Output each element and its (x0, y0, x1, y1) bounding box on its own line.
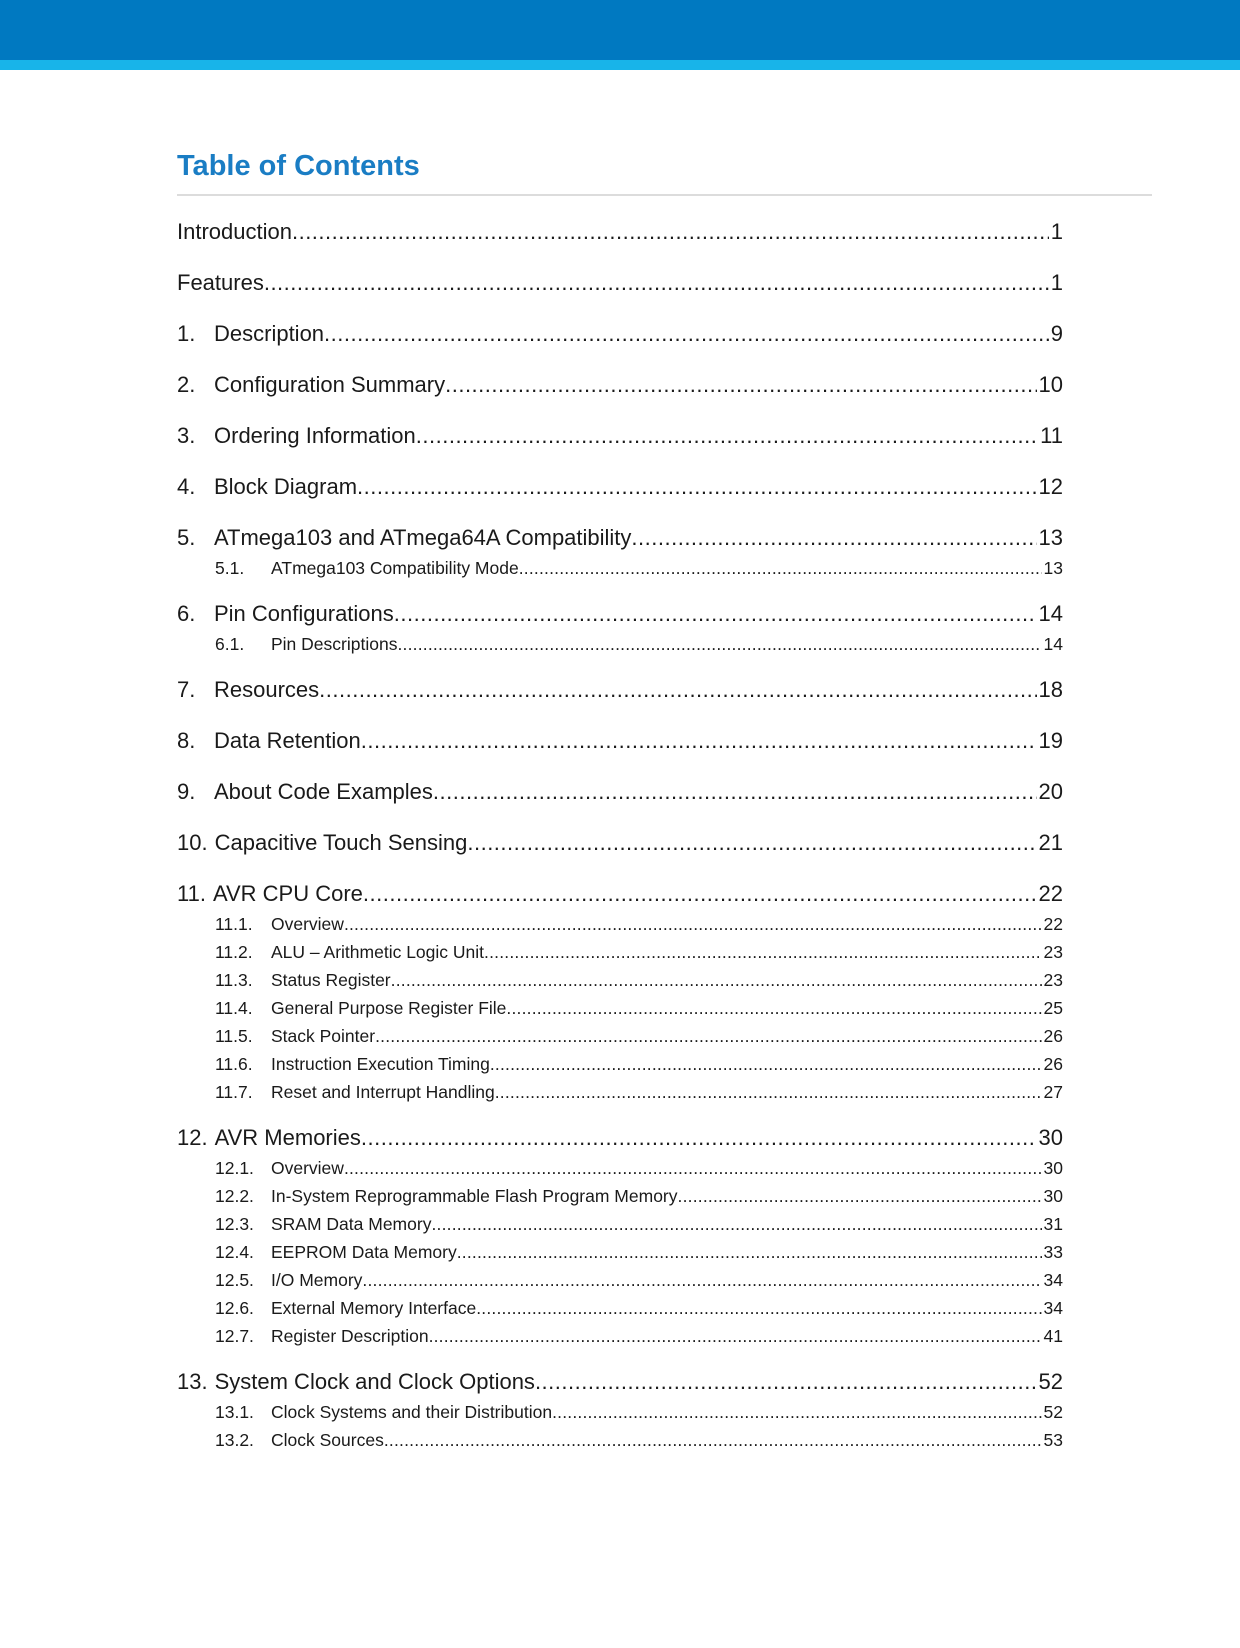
toc-subentry-title: Overview (271, 914, 344, 934)
toc-subentry[interactable] (177, 910, 1063, 938)
toc-subentry-number: 11.6. (215, 1054, 253, 1074)
toc-dot-leader (391, 966, 1042, 994)
toc-entry-number: 6. (177, 601, 196, 626)
toc-entry-title: AVR Memories (214, 1125, 361, 1150)
toc-subentry-number: 12.4. (215, 1242, 254, 1262)
toc-entry-title: Data Retention (214, 728, 361, 753)
toc-entry-title: Configuration Summary (214, 372, 446, 397)
toc-subentry-page: 34 (1043, 1270, 1063, 1290)
toc-dot-leader (457, 1238, 1042, 1266)
toc-subentry-number: 12.1. (215, 1158, 254, 1178)
toc-dot-leader (319, 670, 1036, 710)
toc-dot-leader (631, 518, 1036, 558)
toc-entry-page: 20 (1038, 779, 1063, 804)
toc-entry-page: 1 (1050, 270, 1063, 295)
toc-subentry-page: 30 (1043, 1186, 1063, 1206)
toc-subentry-title: Overview (271, 1158, 344, 1178)
toc-subentry[interactable] (177, 554, 1063, 594)
toc-entry-title: System Clock and Clock Options (214, 1369, 535, 1394)
toc-subentry-page: 23 (1043, 942, 1063, 962)
toc-subentry[interactable] (177, 1210, 1063, 1238)
toc-dot-leader (357, 467, 1036, 507)
toc-subentry[interactable] (177, 1398, 1063, 1426)
toc-entry[interactable] (177, 416, 1063, 467)
toc-subentry-number: 12.5. (215, 1270, 254, 1290)
toc-entry[interactable] (177, 670, 1063, 721)
toc-subentry-number: 6.1. (215, 634, 245, 654)
toc-subentry[interactable] (177, 1294, 1063, 1322)
toc-entry-title: Pin Configurations (214, 601, 394, 626)
toc-entry-number: 12. (177, 1125, 208, 1150)
toc-dot-leader (431, 1210, 1041, 1238)
toc-subentry-number: 11.5. (215, 1026, 253, 1046)
toc-dot-leader (429, 1322, 1042, 1350)
toc-dot-leader (397, 630, 1041, 658)
toc-entry-title: Capacitive Touch Sensing (214, 830, 468, 855)
toc-entry[interactable] (177, 314, 1063, 365)
toc-subentry-number: 11.2. (215, 942, 253, 962)
toc-entry-number: 4. (177, 474, 196, 499)
toc-subentry-title: Instruction Execution Timing (271, 1054, 490, 1074)
toc-entry-number: 2. (177, 372, 196, 397)
toc-entry[interactable] (177, 212, 1063, 263)
toc-subentry-number: 11.3. (215, 970, 253, 990)
toc-dot-leader (375, 1022, 1041, 1050)
toc-subentry-page: 34 (1043, 1298, 1063, 1318)
toc-dot-leader (490, 1050, 1042, 1078)
toc-subentry-page: 27 (1043, 1082, 1063, 1102)
toc-subentry-page: 53 (1043, 1430, 1063, 1450)
toc-entry-title: AVR CPU Core (212, 881, 363, 906)
toc-entry[interactable] (177, 518, 1063, 554)
toc-subentry-title: Pin Descriptions (271, 634, 398, 654)
toc-entry-number: 13. (177, 1369, 208, 1394)
toc-dot-leader (476, 1294, 1041, 1322)
toc-entry[interactable] (177, 823, 1063, 874)
toc-subentry-page: 26 (1043, 1054, 1063, 1074)
toc-entry[interactable] (177, 263, 1063, 314)
toc-entry-title: Resources (214, 677, 320, 702)
toc-subentry[interactable] (177, 1238, 1063, 1266)
toc-dot-leader (506, 994, 1041, 1022)
toc-subentry-title: Status Register (271, 970, 391, 990)
toc-subentry[interactable] (177, 1078, 1063, 1118)
toc-entry-page: 19 (1038, 728, 1063, 753)
toc-dot-leader (484, 938, 1042, 966)
header-stripe (0, 60, 1240, 70)
toc-subentry[interactable] (177, 1022, 1063, 1050)
toc-subentry[interactable] (177, 1050, 1063, 1078)
toc-entry-title: Description (214, 321, 325, 346)
toc-dot-leader (361, 1118, 1037, 1158)
toc-dot-leader (292, 212, 1049, 252)
toc-dot-leader (495, 1078, 1042, 1106)
toc-dot-leader (535, 1362, 1037, 1402)
toc-entry-page: 11 (1040, 423, 1063, 448)
toc-subentry[interactable] (177, 938, 1063, 966)
toc-entry-page: 1 (1050, 219, 1063, 244)
toc-entry-title: ATmega103 and ATmega64A Compatibility (214, 525, 632, 550)
toc-entry-page: 10 (1038, 372, 1063, 397)
toc-subentry-title: ATmega103 Compatibility Mode (271, 558, 519, 578)
toc-entry-number: 10. (177, 830, 208, 855)
toc-dot-leader (394, 594, 1037, 634)
toc-subentry-title: In-System Reprogrammable Flash Program Memory (271, 1186, 678, 1206)
toc-subentry[interactable] (177, 630, 1063, 670)
toc-subentry[interactable] (177, 1154, 1063, 1182)
toc-subentry-number: 11.7. (215, 1082, 253, 1102)
toc-subentry-page: 30 (1043, 1158, 1063, 1178)
toc-subentry[interactable] (177, 1426, 1063, 1466)
toc-subentry-page: 52 (1043, 1402, 1063, 1422)
toc-entry-page: 22 (1038, 881, 1063, 906)
toc-entry[interactable] (177, 467, 1063, 518)
toc-entry[interactable] (177, 874, 1063, 910)
toc-dot-leader (344, 1154, 1042, 1182)
toc-subentry-title: Reset and Interrupt Handling (271, 1082, 495, 1102)
toc-dot-leader (467, 823, 1036, 863)
toc-dot-leader (678, 1182, 1042, 1210)
toc-subentry[interactable] (177, 1322, 1063, 1362)
title-divider (177, 194, 1152, 196)
toc-entry-page: 12 (1038, 474, 1063, 499)
toc-subentry-number: 12.3. (215, 1214, 254, 1234)
toc-entry-number: 3. (177, 423, 196, 448)
toc-subentry-title: ALU – Arithmetic Logic Unit (271, 942, 485, 962)
toc-subentry-number: 11.4. (215, 998, 253, 1018)
toc-subentry-title: Stack Pointer (271, 1026, 376, 1046)
toc-subentry-number: 12.7. (215, 1326, 254, 1346)
toc-subentry-title: SRAM Data Memory (271, 1214, 432, 1234)
toc-entry-page: 14 (1038, 601, 1063, 626)
toc-subentry-page: 26 (1043, 1026, 1063, 1046)
toc-dot-leader (363, 874, 1037, 914)
toc-entry-page: 18 (1038, 677, 1063, 702)
toc-entry[interactable] (177, 1118, 1063, 1154)
toc-subentry[interactable] (177, 966, 1063, 994)
toc-subentry-page: 13 (1043, 558, 1063, 578)
toc-entry-number: 5. (177, 525, 196, 550)
toc-entry[interactable] (177, 772, 1063, 823)
toc-subentry[interactable] (177, 994, 1063, 1022)
toc-dot-leader (362, 1266, 1041, 1294)
toc-entry-page: 21 (1038, 830, 1063, 855)
table-of-contents (177, 212, 1063, 1466)
toc-entry[interactable] (177, 1362, 1063, 1398)
toc-subentry-number: 13.1. (215, 1402, 254, 1422)
toc-subentry-title: Clock Systems and their Distribution (271, 1402, 553, 1422)
toc-entry-title: Ordering Information (214, 423, 416, 448)
toc-entry-number: 8. (177, 728, 196, 753)
toc-entry-title: About Code Examples (214, 779, 433, 804)
toc-entry-number: 1. (177, 321, 196, 346)
toc-subentry-page: 22 (1043, 914, 1063, 934)
toc-subentry-page: 33 (1043, 1242, 1063, 1262)
toc-dot-leader (344, 910, 1042, 938)
toc-entry-page: 13 (1038, 525, 1063, 550)
toc-dot-leader (445, 365, 1036, 405)
toc-subentry-page: 23 (1043, 970, 1063, 990)
toc-entry-number: 11. (177, 881, 206, 906)
toc-subentry-number: 5.1. (215, 558, 245, 578)
toc-subentry-number: 11.1. (215, 914, 253, 934)
toc-dot-leader (384, 1426, 1042, 1454)
toc-subentry-page: 31 (1043, 1214, 1063, 1234)
toc-entry-title: Features (177, 270, 264, 295)
toc-dot-leader (416, 416, 1038, 456)
toc-entry[interactable] (177, 594, 1063, 630)
toc-subentry-page: 14 (1043, 634, 1063, 654)
toc-subentry-title: EEPROM Data Memory (271, 1242, 457, 1262)
header-band (0, 0, 1240, 60)
toc-entry[interactable] (177, 365, 1063, 416)
toc-subentry-title: Clock Sources (271, 1430, 384, 1450)
toc-dot-leader (433, 772, 1037, 812)
toc-subentry-number: 12.6. (215, 1298, 254, 1318)
toc-dot-leader (361, 721, 1037, 761)
toc-dot-leader (552, 1398, 1041, 1426)
toc-subentry-page: 41 (1043, 1326, 1063, 1346)
toc-subentry-page: 25 (1043, 998, 1063, 1018)
toc-subentry-title: I/O Memory (271, 1270, 363, 1290)
toc-subentry-number: 13.2. (215, 1430, 254, 1450)
toc-subentry[interactable] (177, 1182, 1063, 1210)
toc-entry-page: 30 (1038, 1125, 1063, 1150)
toc-subentry-title: Register Description (271, 1326, 429, 1346)
toc-entry-number: 7. (177, 677, 196, 702)
toc-subentry-title: External Memory Interface (271, 1298, 477, 1318)
toc-entry-number: 9. (177, 779, 196, 804)
toc-entry-page: 52 (1038, 1369, 1063, 1394)
toc-dot-leader (264, 263, 1049, 303)
toc-subentry[interactable] (177, 1266, 1063, 1294)
toc-entry-title: Block Diagram (214, 474, 358, 499)
page-title: Table of Contents (177, 150, 420, 182)
toc-dot-leader (324, 314, 1049, 354)
toc-entry-title: Introduction (177, 219, 292, 244)
toc-dot-leader (519, 554, 1042, 582)
toc-entry-page: 9 (1050, 321, 1063, 346)
toc-subentry-title: General Purpose Register File (271, 998, 507, 1018)
toc-subentry-number: 12.2. (215, 1186, 254, 1206)
toc-entry[interactable] (177, 721, 1063, 772)
